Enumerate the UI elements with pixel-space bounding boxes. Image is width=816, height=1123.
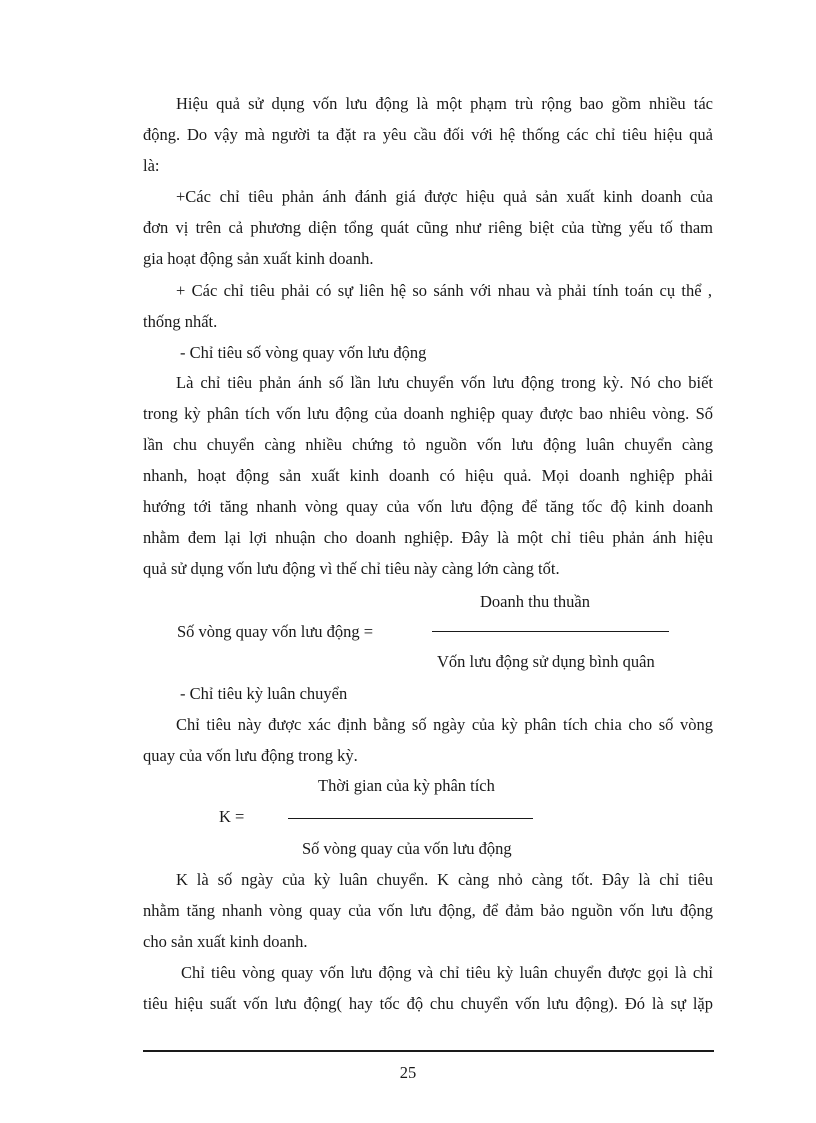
paragraph-1-line-3: là:	[143, 156, 160, 175]
footer-rule	[143, 1050, 714, 1052]
paragraph-4-line-7: quả sử dụng vốn lưu động vì thế chỉ tiêu này càng lớn càng tốt.	[143, 559, 560, 578]
paragraph-4-line-5: hướng tới tăng nhanh vòng quay của vốn lưu động để tăng tốc độ kinh doanh	[143, 497, 713, 516]
paragraph-2-line-2: đơn vị trên cả phương diện tổng quát cũng như riêng biệt của từng yếu tố tham	[143, 218, 713, 237]
formula-1-lhs: Số vòng quay vốn lưu động =	[177, 622, 374, 641]
page-number: 25	[399, 1063, 417, 1082]
paragraph-7-line-2: tiêu hiệu suất vốn lưu động( hay tốc độ chu chuyển vốn lưu động). Đó là sự lặp	[143, 994, 713, 1013]
paragraph-3-line-1: + Các chỉ tiêu phải có sự liên hệ so sánh với nhau và phải tính toán cụ thể ,	[176, 281, 712, 300]
paragraph-2-line-1: +Các chỉ tiêu phản ánh đánh giá được hiệu quả sản xuất kinh doanh của	[176, 187, 713, 206]
paragraph-4-line-3: lần chu chuyển càng nhiều chứng tỏ nguồn vốn lưu động luân chuyển càng	[143, 435, 713, 454]
paragraph-4-line-6: nhằm đem lại lợi nhuận cho doanh nghiệp. Đây là một chỉ tiêu phản ánh hiệu	[143, 528, 713, 547]
paragraph-6-line-3: cho sản xuất kinh doanh.	[143, 932, 308, 951]
formula-1-fraction-bar	[432, 631, 669, 632]
paragraph-5-line-1: Chỉ tiêu này được xác định bằng số ngày của kỳ phân tích chia cho số vòng	[176, 715, 713, 734]
paragraph-4-line-1: Là chỉ tiêu phản ánh số lần lưu chuyển vốn lưu động trong kỳ. Nó cho biết	[176, 373, 713, 392]
paragraph-4-line-4: nhanh, hoạt động sản xuất kinh doanh có hiệu quả. Mọi doanh nghiệp phải	[143, 466, 713, 485]
paragraph-3-line-2: thống nhất.	[143, 312, 218, 331]
formula-2-fraction-bar	[288, 818, 533, 819]
paragraph-1-line-1: Hiệu quả sử dụng vốn lưu động là một phạm trù rộng bao gồm nhiều tác	[176, 94, 713, 113]
paragraph-2-line-3: gia hoạt động sản xuất kinh doanh.	[143, 249, 374, 268]
formula-1-denominator: Vốn lưu động sử dụng bình quân	[437, 652, 655, 671]
paragraph-4-line-2: trong kỳ phân tích vốn lưu động của doanh nghiệp quay được bao nhiêu vòng. Số	[143, 404, 713, 423]
formula-2-numerator: Thời gian của kỳ phân tích	[318, 776, 495, 795]
paragraph-6-line-2: nhằm tăng nhanh vòng quay của vốn lưu động, để đảm bảo nguồn vốn lưu động	[143, 901, 713, 920]
paragraph-5-line-2: quay của vốn lưu động trong kỳ.	[143, 746, 358, 765]
paragraph-1-line-2: động. Do vậy mà người ta đặt ra yêu cầu đối với hệ thống các chỉ tiêu hiệu quả	[143, 125, 713, 144]
section-heading-cycle: - Chỉ tiêu kỳ luân chuyển	[180, 684, 348, 703]
paragraph-7-line-1: Chỉ tiêu vòng quay vốn lưu động và chỉ tiêu kỳ luân chuyển được gọi là chỉ	[181, 963, 713, 982]
formula-2-lhs: K =	[219, 807, 245, 826]
paragraph-6-line-1: K là số ngày của kỳ luân chuyển. K càng nhỏ càng tốt. Đây là chỉ tiêu	[176, 870, 713, 889]
formula-1-numerator: Doanh thu thuần	[480, 592, 590, 611]
formula-2-denominator: Số vòng quay của vốn lưu động	[302, 839, 512, 858]
section-heading-turnover: - Chỉ tiêu số vòng quay vốn lưu động	[180, 343, 427, 362]
